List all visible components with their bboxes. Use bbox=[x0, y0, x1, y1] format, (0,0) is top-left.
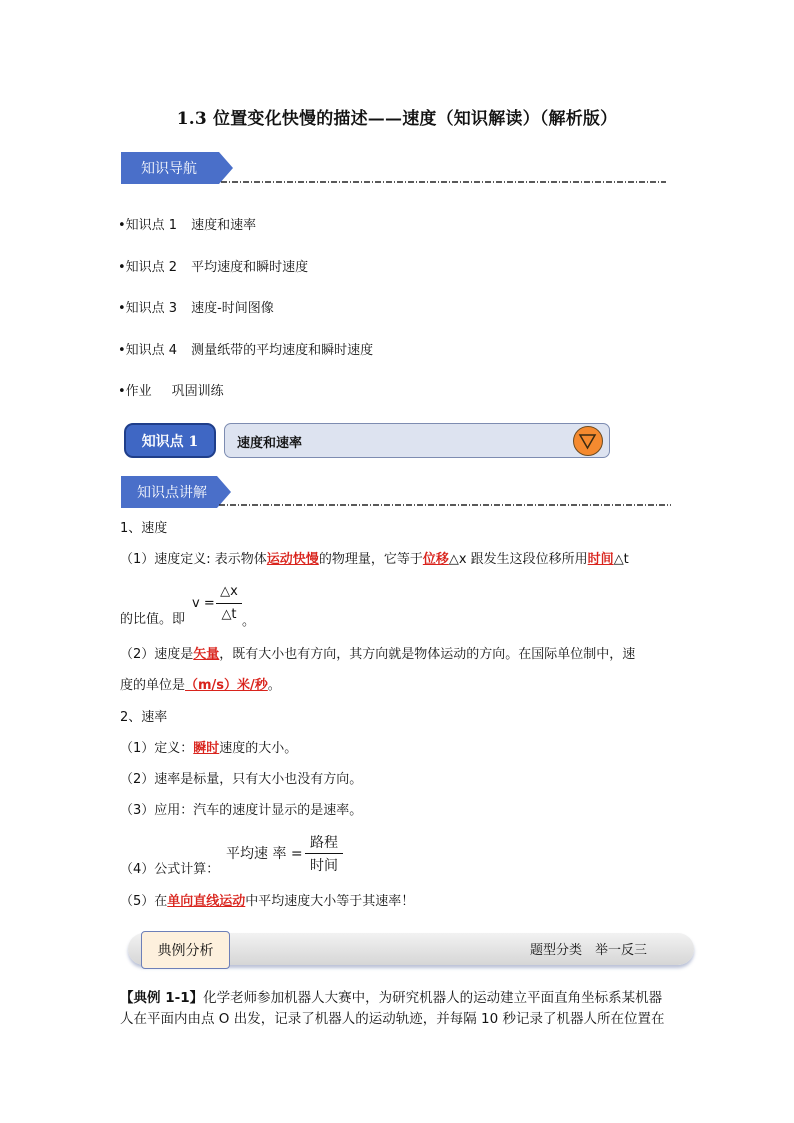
highlight-term: 单向直线运动 bbox=[167, 894, 246, 909]
highlight-term: 矢量 bbox=[193, 647, 220, 662]
nav-item-text: 平均速度和瞬时速度 bbox=[191, 260, 309, 275]
lecture-banner-label: 知识点讲解 bbox=[137, 485, 207, 501]
text: （1）速度定义: 表示物体 bbox=[120, 552, 267, 567]
speed-vector-text bbox=[120, 645, 680, 665]
text: 。 bbox=[267, 678, 281, 693]
nav-item-prefix: •知识点 2 bbox=[118, 260, 178, 275]
nav-item-text: 速度-时间图像 bbox=[191, 301, 274, 316]
text: △t bbox=[613, 552, 629, 567]
text: （1）定义： bbox=[120, 741, 194, 756]
text: 中平均速度大小等于其速率！ bbox=[245, 894, 415, 909]
fraction-bar bbox=[216, 603, 242, 604]
highlight-term: 运动快慢 bbox=[266, 552, 319, 567]
rate-formula-numerator: 路程 bbox=[310, 835, 338, 851]
rate-scalar-text: （2）速率是标量，只有大小也没有方向。 bbox=[120, 772, 363, 787]
text: 度的单位是 bbox=[120, 678, 186, 693]
section-heading-speed-rate: 2、速率 bbox=[120, 710, 168, 725]
rate-equal-text bbox=[120, 892, 414, 912]
text: 化学老师参加机器人大赛中，为研究机器人的运动建立平面直角坐标系某机器 bbox=[203, 990, 663, 1006]
example-analysis-label: 典例分析 bbox=[141, 931, 230, 969]
nav-item-text: 巩固训练 bbox=[171, 384, 224, 399]
nav-item-prefix: •知识点 3 bbox=[118, 301, 178, 316]
nav-item-text: 速度和速率 bbox=[191, 218, 257, 233]
nav-banner-label: 知识导航 bbox=[141, 161, 197, 177]
knowledge-point-topic: 速度和速率 bbox=[237, 436, 303, 451]
example-line-1 bbox=[120, 988, 680, 1009]
text: （5）在 bbox=[120, 894, 168, 909]
speed-formula-lhs: v = bbox=[192, 596, 215, 611]
nav-item-prefix: •知识点 1 bbox=[118, 218, 178, 233]
triangle-down-icon[interactable] bbox=[573, 426, 603, 456]
example-analysis-subtitle: 题型分类 举一反三 bbox=[530, 943, 648, 958]
rate-formula-denominator: 时间 bbox=[310, 858, 338, 874]
banner-arrow-shape bbox=[121, 151, 666, 185]
text: 速度的大小。 bbox=[219, 741, 298, 756]
nav-item-3[interactable] bbox=[118, 297, 274, 316]
rate-definition bbox=[120, 739, 297, 759]
rate-application-text: （3）应用：汽车的速度计显示的是速率。 bbox=[120, 803, 363, 818]
rate-formula-lhs: 平均速 率 = bbox=[226, 846, 303, 862]
section-heading-speed: 1、速度 bbox=[120, 521, 168, 536]
nav-item-1[interactable] bbox=[118, 214, 256, 233]
highlight-term: 时间 bbox=[587, 552, 614, 567]
lecture-banner bbox=[121, 475, 671, 509]
speed-formula-numerator: △x bbox=[220, 584, 238, 599]
nav-item-prefix: •作业 bbox=[118, 384, 152, 399]
text: 的物理量，它等于 bbox=[318, 552, 423, 567]
example-tag: 【典例 1-1】 bbox=[120, 990, 204, 1006]
highlight-term: （m/s）米/秒 bbox=[185, 678, 268, 693]
speed-definition bbox=[120, 550, 680, 570]
nav-item-prefix: •知识点 4 bbox=[118, 343, 178, 358]
nav-item-2[interactable] bbox=[118, 256, 308, 275]
rate-formula-label: （4）公式计算： bbox=[120, 862, 220, 877]
speed-formula-tail: 。 bbox=[242, 614, 256, 629]
highlight-term: 瞬时 bbox=[193, 741, 220, 756]
highlight-term: 位移 bbox=[422, 552, 449, 567]
knowledge-point-topic-bar[interactable] bbox=[224, 423, 610, 458]
nav-item-text: 测量纸带的平均速度和瞬时速度 bbox=[191, 343, 374, 358]
text: ，既有大小也有方向，其方向就是物体运动的方向。在国际单位制中，速 bbox=[219, 647, 636, 662]
speed-unit-text bbox=[120, 676, 281, 696]
text: △x 跟发生这段位移所用 bbox=[448, 552, 588, 567]
knowledge-point-badge: 知识点 1 bbox=[124, 423, 216, 458]
text: （2）速度是 bbox=[120, 647, 194, 662]
speed-formula-denominator: △t bbox=[221, 607, 237, 622]
example-line-2: 人在平面内由点 O 出发，记录了机器人的运动轨迹，并每隔 10 秒记录了机器人所在位置在 bbox=[120, 1011, 665, 1027]
nav-item-4[interactable] bbox=[118, 339, 373, 358]
fraction-bar bbox=[305, 853, 343, 854]
nav-banner bbox=[121, 151, 666, 185]
ratio-text: 的比值。即 bbox=[120, 612, 186, 627]
nav-item-homework[interactable] bbox=[118, 380, 224, 399]
page-title: 1.3 位置变化快慢的描述——速度（知识解读）（解析版） bbox=[176, 109, 618, 129]
